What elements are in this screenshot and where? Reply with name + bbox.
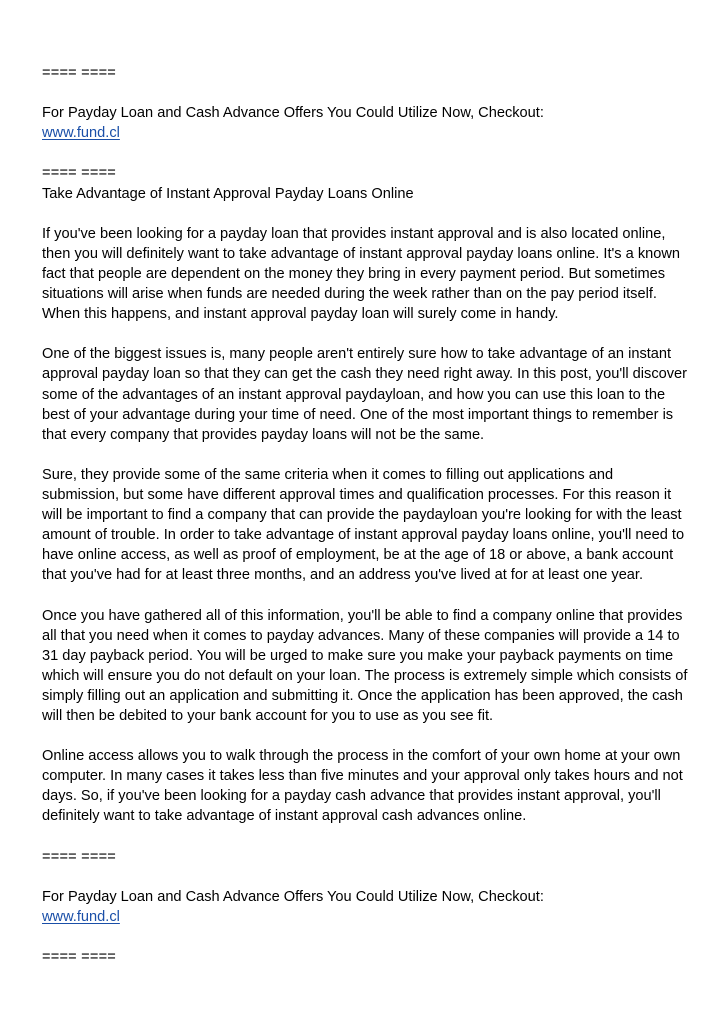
offer-link-bottom[interactable]: www.fund.cl: [42, 908, 120, 925]
article-paragraph-2: One of the biggest issues is, many people aren't entirely sure how to take advantage of an instant approval payday loan so that they can get the cash they need right away. In this post, you'll discover some of the advantages of an instant approval paydayloan, and how you can use this loan to the best of your advantage during your time of need. One of the most important things to remember is that every company that provides payday loans will not be the same.: [42, 346, 688, 443]
document-page: [42, 63, 692, 967]
spacer: [42, 445, 692, 465]
article-paragraph-5: Online access allows you to walk through the process in the comfort of your own home at your own computer. In many cases it takes less than five minutes and your approval only takes hours and not days. So, if you've been looking for a payday cash advance that provides instant approval, you'll definitely want to take advantage of instant approval cash advances online.: [42, 748, 683, 825]
spacer: [42, 83, 692, 103]
spacer: [42, 726, 692, 746]
spacer: [42, 827, 692, 847]
separator-bottom: ==== ====: [42, 949, 117, 966]
offer-link-top[interactable]: www.fund.cl: [42, 125, 120, 142]
spacer: [42, 585, 692, 605]
spacer: [42, 204, 692, 224]
spacer: [42, 867, 692, 887]
separator-top: ==== ====: [42, 65, 117, 81]
article-paragraph-1: If you've been looking for a payday loan that provides instant approval and is also located online, then you will definitely want to take advantage of instant approval payday loans online. It's a known fact that people are dependent on the money they bring in every payment period. But sometimes situations will arise when funds are needed during the week rather than on the pay period itself. When this happens, and instant approval payday loan will surely come in handy.: [42, 225, 681, 323]
spacer: [42, 324, 692, 344]
spacer: [42, 143, 692, 163]
separator-after-link: ==== ====: [42, 165, 117, 182]
article-paragraph-4: Once you have gathered all of this information, you'll be able to find a company online that provides all that you need when it comes to payday advances. Many of these companies will provide a 14 to 31 day payback period. You will be urged to make sure you make your payback payments on time which will ensure you do not default on your loan. The process is extremely simple which consists of simply filling out an application and submitting it. Once the application has been approved, the cash will then be debited to your bank account for you to use as you see fit.: [42, 607, 688, 724]
spacer: [42, 927, 692, 947]
article-paragraph-3: Sure, they provide some of the same criteria when it comes to filling out applications and submission, but some have different approval times and qualification processes. For this reason it will be important to find a company that can provide the paydayloan you're looking for with the least amount of trouble. In order to take advantage of instant approval payday loans online, you'll need to have online access, as well as proof of employment, be at the age of 18 or above, a bank account that you've had for at least three months, and an address you've lived at for at least one year.: [42, 466, 685, 584]
article-title: Take Advantage of Instant Approval Payday Loans Online: [42, 185, 414, 202]
offer-text-top: For Payday Loan and Cash Advance Offers You Could Utilize Now, Checkout:: [42, 105, 544, 122]
offer-text-bottom: For Payday Loan and Cash Advance Offers You Could Utilize Now, Checkout:: [42, 888, 544, 905]
separator-before-footer: ==== ====: [42, 848, 117, 865]
